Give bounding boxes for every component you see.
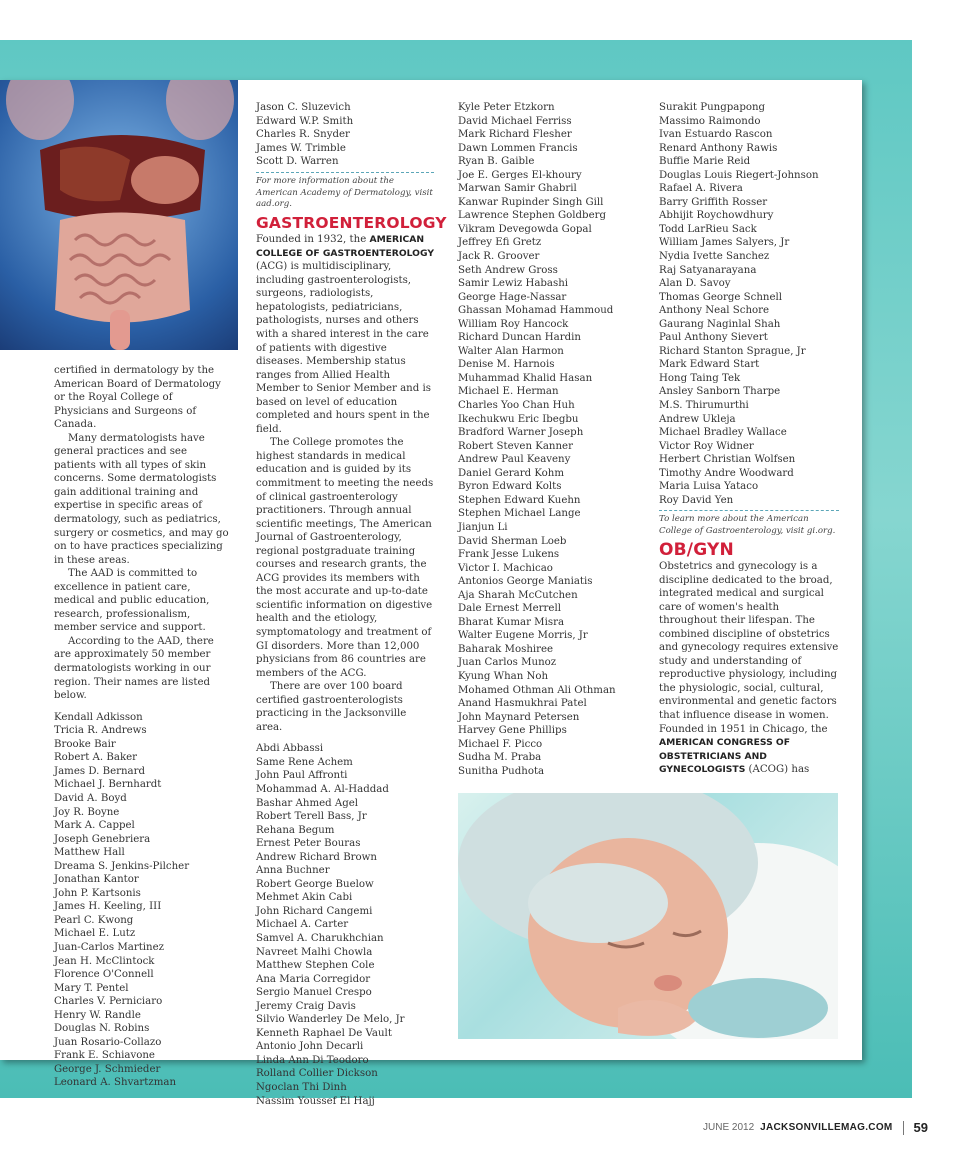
list-item: Linda Ann Di Teodoro [256,1054,369,1066]
list-item: Robert Steven Kanner [458,440,573,452]
list-item: Richard Duncan Hardin [458,332,581,344]
list-item: Jeremy Craig Davis [256,1000,356,1012]
list-item: Robert A. Baker [54,752,138,764]
list-item: Harvey Gene Phillips [458,725,567,737]
list-item: Ernest Peter Bouras [256,838,361,850]
list-item: Jianjun Li [458,521,508,533]
list-item: Vikram Devegowda Gopal [458,223,592,235]
list-item: Bharat Kumar Misra [458,616,565,628]
list-item: Denise M. Harnois [458,359,555,371]
list-item: Ivan Estuardo Rascon [659,129,773,141]
list-item: Walter Eugene Morris, Jr [458,630,588,642]
anatomy-drawing [0,80,238,350]
list-item: Paul Anthony Sievert [659,332,768,344]
list-item: Juan Carlos Munoz [458,657,557,669]
list-item: Ngoclan Thi Dinh [256,1082,347,1094]
list-item: Leonard A. Shvartzman [54,1077,177,1089]
acg-paragraph-3: There are over 100 board certified gastroenterologists practicing in the Jacksonville area. [256,681,407,733]
list-item: M.S. Thirumurthi [659,400,749,412]
list-item: Marwan Samir Ghabril [458,183,577,195]
list-item: Bradford Warner Joseph [458,427,584,439]
column-dermatology-continued [54,364,230,1090]
dotted-divider [256,172,434,173]
list-item: Todd LarRieu Sack [659,223,757,235]
list-item: Sudha M. Praba [458,752,542,764]
list-item: Matthew Hall [54,847,125,859]
gastroenterologist-name-list-2 [458,101,648,778]
list-item: Andrew Ukleja [659,413,736,425]
list-item: Sergio Manuel Crespo [256,987,372,999]
list-item: Jack R. Groover [458,251,540,263]
list-item: Anand Hasmukhrai Patel [458,698,587,710]
list-item: Seth Andrew Gross [458,264,558,276]
list-item: James D. Bernard [54,765,146,777]
list-item: Frank Jesse Lukens [458,549,560,561]
dermatologist-name-list [54,711,230,1090]
list-item: Gaurang Naginlal Shah [659,318,781,330]
dermatologist-name-list-continued [256,101,434,169]
list-item: Douglas Louis Riegert-Johnson [659,169,819,181]
list-item: Michael Bradley Wallace [659,427,787,439]
list-item: Same Rene Achem [256,756,353,768]
list-item: Pearl C. Kwong [54,914,134,926]
list-item: Henry W. Randle [54,1009,141,1021]
obgyn-text-rest: (ACOG) has [745,764,810,776]
list-item: Silvio Wanderley De Melo, Jr [256,1014,405,1026]
list-item: Victor Roy Widner [659,440,754,452]
issue-date: JUNE 2012 [703,1122,755,1133]
list-item: Robert Terell Bass, Jr [256,811,367,823]
obgyn-heading: OB/GYN [659,540,734,560]
list-item: Rolland Collier Dickson [256,1068,378,1080]
list-item: Brooke Bair [54,738,116,750]
list-item: Anna Buchner [256,865,330,877]
list-item: Daniel Gerard Kohm [458,467,565,479]
list-item: Kyung Whan Noh [458,670,549,682]
acog-organization-name: AMERICAN CONGRESS OF OBSTETRICIANS AND GYNECOLOGISTS [659,737,791,776]
acg-paragraph-1 [256,233,434,436]
list-item: Kendall Adkisson [54,711,143,723]
list-item: Jeffrey Efi Gretz [458,237,542,249]
list-item: Douglas N. Robins [54,1023,150,1035]
list-item: Edward W.P. Smith [256,115,354,127]
list-item: Sunitha Pudhota [458,765,545,777]
dermatology-paragraph-1: Many dermatologists have general practices and see patients with all types of skin concerns. Some dermatologists gain additional training and expertise in specific areas of dermatology, such as pediatrics, surgery or cosmetics, and may go on to have practices specializing in these areas. [54,432,229,566]
list-item: Jean H. McClintock [54,955,155,967]
list-item: Michael E. Lutz [54,928,136,940]
obgyn-text: Obstetrics and gynecology is a discipline dedicated to the broad, integrated medical and surgical care of women's health throughout their lifespan. The combined discipline of obstetrics and gynecology requires extensive study and understanding of reproductive physiology, including the physiologic, social, cultural, environmental and genetic factors that influence disease in women. Founded in 1951 in Chicago, the [659,561,839,735]
list-item: Mehmet Akin Cabi [256,892,353,904]
list-item: Mark A. Cappel [54,820,135,832]
acg-organization-name: AMERICAN COLLEGE OF GASTROENTEROLOGY [256,234,434,259]
list-item: Mohamed Othman Ali Othman [458,684,616,696]
list-item: John P. Kartsonis [54,887,141,899]
list-item: Roy David Yen [659,494,734,506]
list-item: Stephen Michael Lange [458,508,581,520]
list-item: Ikechukwu Eric Ibegbu [458,413,579,425]
intro-paragraph: certified in dermatology by the American Board of Dermatology or the Royal College of Physicians and Surgeons of Canada. [54,365,221,431]
list-item: Dreama S. Jenkins-Pilcher [54,860,190,872]
list-item: Scott D. Warren [256,156,339,168]
list-item: William James Salyers, Jr [659,237,790,249]
list-item: Andrew Richard Brown [256,851,377,863]
list-item: Walter Alan Harmon [458,345,564,357]
website-name: JACKSONVILLEMAG.COM [760,1122,893,1133]
list-item: Stephen Edward Kuehn [458,494,581,506]
baby-drawing [458,793,838,1039]
list-item: Tricia R. Andrews [54,725,147,737]
list-item: Michael A. Carter [256,919,349,931]
list-item: Nassim Youssef El Hajj [256,1095,375,1107]
list-item: Maria Luisa Yataco [659,481,759,493]
list-item: Byron Edward Kolts [458,481,562,493]
list-item: Mohammad A. Al-Haddad [256,784,389,795]
list-item: William Roy Hancock [458,318,569,330]
list-item: Buffie Marie Reid [659,156,751,168]
list-item: Alan D. Savoy [659,278,731,290]
list-item: Nydia Ivette Sanchez [659,251,770,263]
list-item: Ryan B. Gaible [458,156,535,168]
list-item: Mary T. Pentel [54,982,129,994]
list-item: Matthew Stephen Cole [256,960,375,972]
column-obgyn [659,101,839,777]
list-item: Frank E. Schiavone [54,1050,155,1062]
sleeping-baby-photo [458,793,838,1039]
list-item: Jason C. Sluzevich [256,102,351,113]
list-item: Lawrence Stephen Goldberg [458,210,606,222]
dermatology-paragraph-3: According to the AAD, there are approximately 50 member dermatologists working in our region. Their names are listed below. [54,635,214,702]
page-footer [703,1120,928,1135]
list-item: Baharak Moshiree [458,643,554,655]
gastroenterologist-name-list-3 [659,101,839,507]
list-item: Barry Griffith Rosser [659,196,768,208]
list-item: Michael J. Bernhardt [54,779,162,791]
list-item: Navreet Malhi Chowla [256,946,373,958]
list-item: Samir Lewiz Habashi [458,278,569,290]
list-item: George Hage-Nassar [458,291,567,303]
dotted-divider-2 [659,510,839,511]
list-item: Rehana Begum [256,824,335,836]
acg-p1-text: Founded in 1932, the [256,234,370,246]
list-item: Michael E. Herman [458,386,559,398]
list-item: Bashar Ahmed Agel [256,797,359,809]
dermatology-more-info-note: For more information about the American Academy of Dermatology, visit aad.org. [256,175,433,210]
list-item: Muhammad Khalid Hasan [458,372,593,384]
list-item: Mark Edward Start [659,359,760,371]
list-item: Charles V. Perniciaro [54,996,163,1008]
footer-divider [903,1121,904,1135]
list-item: Richard Stanton Sprague, Jr [659,345,806,357]
list-item: Abhijit Roychowdhury [659,210,774,222]
list-item: Charles R. Snyder [256,129,350,141]
list-item: John Maynard Petersen [458,711,580,723]
list-item: Ansley Sanborn Tharpe [659,386,781,398]
column-gastroenterologists-2 [458,101,648,778]
acg-paragraph-2: The College promotes the highest standards in medical education and is guided by its commitment to meeting the needs of clinical gastroenterology practitioners. Through annual scientific meetings, The American Journal of Gastroenterology, regional postgraduate training courses and research grants, the ACG provides its members with the most accurate and up-to-date scientific information on digestive health and the etiology, symptomatology and treatment of GI disorders. More than 12,000 physicians from 86 countries are members of the ACG. [256,437,434,679]
list-item: Dale Ernest Merrell [458,603,561,615]
list-item: David Sherman Loeb [458,535,567,547]
list-item: George J. Schmieder [54,1063,161,1075]
list-item: Joe E. Gerges El-khoury [458,169,582,181]
list-item: Juan Rosario-Collazo [54,1036,162,1048]
list-item: Andrew Paul Keaveny [458,454,571,466]
list-item: Herbert Christian Wolfsen [659,454,796,466]
digestive-anatomy-illustration [0,80,238,350]
list-item: Robert George Buelow [256,878,374,890]
list-item: Joy R. Boyne [54,806,120,818]
list-item: Raj Satyanarayana [659,264,757,276]
list-item: Abdi Abbassi [256,743,324,755]
list-item: Antonio John Decarli [256,1041,364,1053]
list-item: Kanwar Rupinder Singh Gill [458,196,604,208]
list-item: Timothy Andre Woodward [659,467,794,479]
list-item: David A. Boyd [54,792,127,804]
gastroenterologist-name-list [256,742,434,1108]
list-item: Renard Anthony Rawis [659,142,778,154]
list-item: Joseph Genebriera [54,833,151,845]
list-item: John Paul Affronti [256,770,348,782]
list-item: Kyle Peter Etzkorn [458,102,555,113]
list-item: James W. Trimble [256,142,346,154]
list-item: David Michael Ferriss [458,115,572,127]
list-item: Florence O'Connell [54,969,154,981]
list-item: Mark Richard Flesher [458,129,572,141]
list-item: Hong Taing Tek [659,372,741,384]
dermatology-paragraph-2: The AAD is committed to excellence in patient care, medical and public education, research, professionalism, member service and support. [54,568,210,634]
list-item: Jonathan Kantor [54,874,139,886]
list-item: Ghassan Mohamad Hammoud [458,305,614,317]
list-item: Juan-Carlos Martinez [54,941,165,953]
list-item: Samvel A. Charukhchian [256,933,384,945]
list-item: Antonios George Maniatis [458,576,593,588]
list-item: Charles Yoo Chan Huh [458,400,575,412]
list-item: Anthony Neal Schore [659,305,770,317]
list-item: Thomas George Schnell [659,291,783,303]
page-number: 59 [913,1120,928,1135]
list-item: Kenneth Raphael De Vault [256,1027,392,1039]
acg-p1-text-rest: (ACG) is multidisciplinary, including gastroenterologists, surgeons, radiologists, hepatologists, pediatricians, pathologists, nurses and others with a shared interest in the care of patients with digestive diseases. Membership status ranges from Allied Health Member to Senior Member and is based on level of education completed and hours spent in the field. [256,261,431,435]
gastroenterology-heading: GASTROENTEROLOGY [256,214,447,233]
list-item: Surakit Pungpapong [659,102,766,113]
list-item: Rafael A. Rivera [659,183,743,195]
list-item: Massimo Raimondo [659,115,761,127]
list-item: James H. Keeling, III [54,901,162,913]
list-item: Dawn Lommen Francis [458,142,578,154]
list-item: Aja Sharah McCutchen [458,589,578,601]
list-item: Ana Maria Corregidor [256,973,371,985]
acg-more-info-note: To learn more about the American College of Gastroenterology, visit gi.org. [659,514,836,537]
column-gastroenterology [256,101,447,1108]
list-item: Victor I. Machicao [458,562,553,574]
list-item: John Richard Cangemi [256,905,373,917]
list-item: Michael F. Picco [458,738,543,750]
obgyn-paragraph [659,560,839,777]
